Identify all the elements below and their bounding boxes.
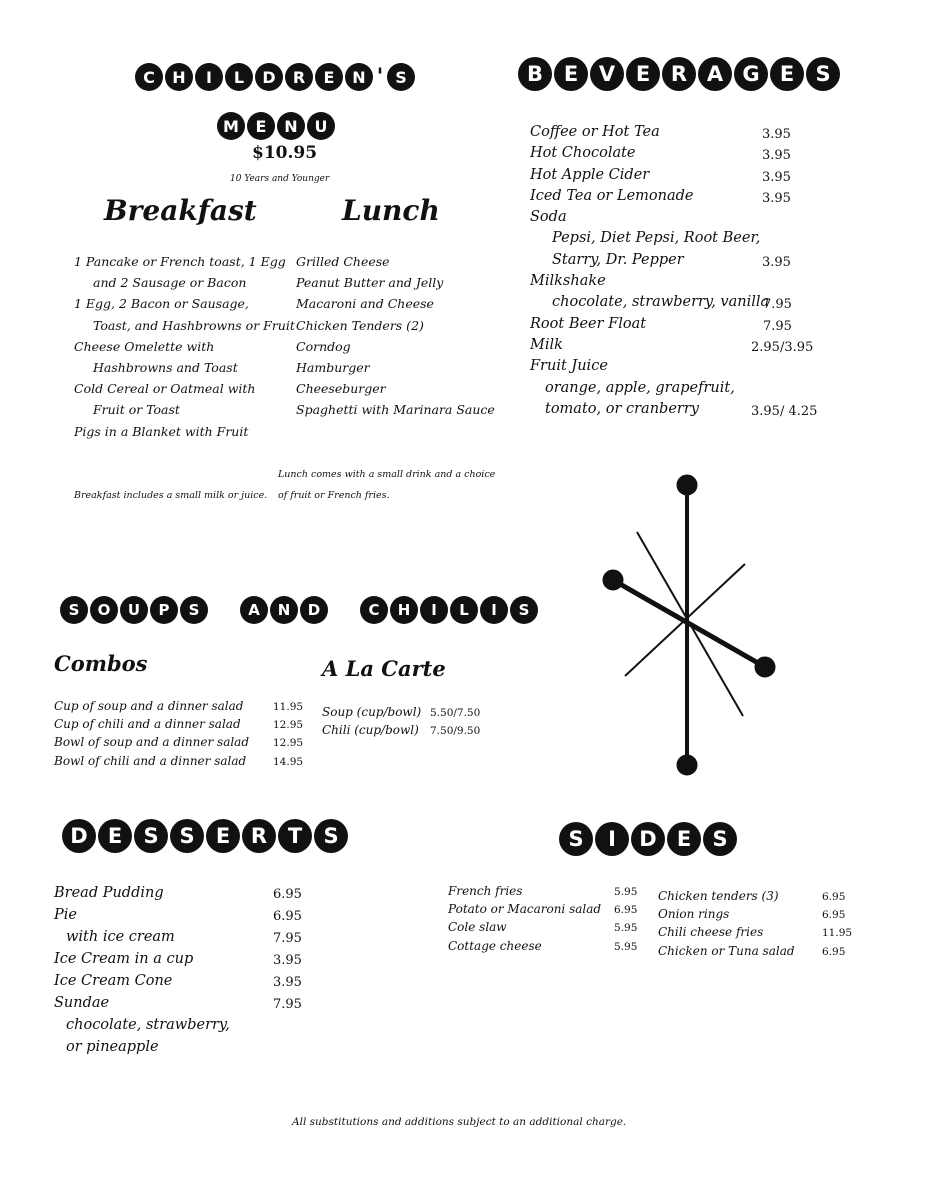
price-row [54,948,314,970]
item-price: 7.50/9.50 [430,725,481,738]
item-name: Sundae [54,995,110,1011]
heading-letter: U [307,112,335,140]
heading-letter: S [387,63,415,91]
item-name: Hot Chocolate [530,145,636,162]
price-row [658,923,858,941]
menu-item: Cheese Omelette with [74,338,215,354]
heading-letter: R [242,819,276,853]
price-row [448,937,648,955]
item-price: 6.95 [822,909,846,922]
price-row [54,904,314,926]
item-price: 3.95 [273,953,302,968]
heading-letter: S [60,596,88,624]
price-row [530,314,820,335]
heading-letter: I [420,596,448,624]
item-name: Ice Cream Cone [54,973,173,989]
menu-item: 1 Egg, 2 Bacon or Sausage, [74,296,249,312]
price-row [54,752,314,770]
heading-letter: E [770,57,804,91]
item-price: 5.50/7.50 [430,707,481,719]
price-row [658,942,858,960]
price-row [54,882,314,904]
price-row [530,378,820,399]
heading-letter: E [247,112,275,140]
heading-letter: H [165,63,193,91]
heading-letter: N [277,112,305,140]
price-row [448,882,648,900]
heading-letter: E [98,819,132,853]
item-name: Fruit Juice [530,358,608,375]
price-row [322,721,492,739]
price-row [54,1036,314,1058]
heading-letter [330,596,358,624]
item-price: 5.95 [614,886,638,898]
breakfast-note: Breakfast includes a small milk or juice. [74,490,268,501]
heading-letter: S [703,822,737,856]
sides-heading [559,822,737,856]
price-row [530,207,820,228]
item-name: Milkshake [530,273,606,290]
heading-letter: E [667,822,701,856]
item-name: chocolate, strawberry, [66,1017,230,1033]
menu-item: Macaroni and Cheese [296,296,434,312]
price-row [530,335,820,356]
item-name: Cup of soup and a dinner salad [54,699,244,713]
heading-letter: S [806,57,840,91]
item-name: chocolate, strawberry, vanilla [552,294,770,311]
price-row [530,292,820,313]
item-price: 3.95 [762,254,791,270]
heading-letter: S [180,596,208,624]
item-name: Potato or Macaroni salad [448,902,602,917]
combos-list [54,697,314,770]
heading-letter: O [90,596,118,624]
item-name: Chicken tenders (3) [658,889,779,903]
item-name: Cup of chili and a dinner salad [54,717,241,732]
heading-letter: L [450,596,478,624]
menu-item: Cold Cereal or Oatmeal with [74,381,256,397]
heading-letter: ' [376,64,384,90]
heading-letter: E [206,819,240,853]
heading-letter: M [217,112,245,140]
heading-letter: D [631,822,665,856]
item-name: with ice cream [66,929,175,945]
item-name: Soda [530,209,567,226]
heading-letter: B [518,57,552,91]
childrens-menu-heading [217,112,335,140]
menu-item: Corndog [296,338,351,354]
price-row [54,733,314,751]
item-price: 11.95 [822,927,853,940]
lunch-title: Lunch [342,194,440,227]
heading-letter: R [662,57,696,91]
heading-letter: A [240,596,268,624]
heading-letter: L [225,63,253,91]
item-price: 6.95 [273,887,302,902]
item-name: Bread Pudding [54,885,164,901]
heading-letter: V [590,57,624,91]
price-row [530,356,820,377]
lunch-note-line2: of fruit or French fries. [278,490,390,501]
menu-item: Hamburger [296,360,370,376]
item-price: 3.95 [273,975,302,990]
age-note: 10 Years and Younger [230,174,330,184]
heading-letter: C [135,63,163,91]
item-price: 6.95 [273,909,302,924]
item-name: Pie [54,907,77,923]
alacarte-title: A La Carte [322,656,446,681]
desserts-heading [62,819,348,853]
alacarte-list [322,703,492,739]
item-price: 6.95 [822,945,846,958]
menu-item: 1 Pancake or French toast, 1 Egg [74,254,286,269]
item-name: Coffee or Hot Tea [530,124,660,140]
item-name: Pepsi, Diet Pepsi, Root Beer, [552,230,761,247]
price-row [448,900,648,918]
price-row [530,165,820,186]
footer-note: All substitutions and additions subject to an additional charge. [292,1116,627,1128]
menu-item: Peanut Butter and Jelly [296,275,444,291]
heading-letter: I [480,596,508,624]
heading-letter: H [390,596,418,624]
item-price: 2.95/3.95 [751,339,814,355]
beverages-list [530,122,820,420]
menu-item: Hashbrowns and Toast [93,360,238,376]
soups-heading [60,596,538,624]
item-name: Chili cheese fries [658,925,764,940]
item-name: Soup (cup/bowl) [322,705,422,719]
price-row [530,271,820,292]
price-row [530,250,820,271]
heading-letter: N [270,596,298,624]
price-row [530,399,820,420]
sides-col2 [658,887,858,960]
sides-col1 [448,882,648,955]
heading-letter: G [734,57,768,91]
item-price: 6.95 [822,891,846,903]
heading-letter: E [626,57,660,91]
item-name: French fries [448,884,523,898]
childrens-heading [135,63,415,91]
price-row [322,703,492,721]
breakfast-list [74,251,295,442]
heading-letter: D [255,63,283,91]
combos-title: Combos [54,651,148,676]
item-price: 3.95 [762,127,791,142]
item-price: 12.95 [273,719,304,732]
item-price: 3.95 [762,148,791,164]
menu-item: Toast, and Hashbrowns or Fruit [93,317,295,333]
item-price: 7.95 [763,318,792,334]
heading-letter: E [554,57,588,91]
item-name: Milk [530,336,563,353]
price-row [448,918,648,936]
price-row [54,992,314,1014]
item-price: 3.95 [762,190,791,206]
item-price: 3.95/ 4.25 [751,403,818,419]
item-name: Cole slaw [448,920,507,935]
item-name: Chili (cup/bowl) [322,723,419,738]
heading-letter: A [698,57,732,91]
heading-letter: D [300,596,328,624]
item-name: tomato, or cranberry [545,400,699,417]
menu-item: and 2 Sausage or Bacon [93,275,247,291]
price-row [54,1014,314,1036]
heading-letter: S [559,822,593,856]
heading-letter: D [62,819,96,853]
childrens-price: $10.95 [252,143,318,163]
menu-item: Cheeseburger [296,381,386,397]
item-price: 7.95 [763,297,792,313]
price-row [530,122,820,143]
menu-item: Spaghetti with Marinara Sauce [296,402,495,418]
price-row [530,186,820,207]
heading-letter: I [595,822,629,856]
item-name: Cottage cheese [448,938,542,953]
heading-letter: U [120,596,148,624]
lunch-note-line1: Lunch comes with a small drink and a choice [278,469,496,480]
item-price: 7.95 [273,997,302,1012]
menu-item: Chicken Tenders (2) [296,317,424,333]
menu-item: Fruit or Toast [93,402,180,418]
heading-letter: C [360,596,388,624]
item-name: Iced Tea or Lemonade [530,187,694,204]
heading-letter: S [134,819,168,853]
heading-letter: R [285,63,313,91]
item-name: Bowl of soup and a dinner salad [54,735,250,750]
heading-letter: S [510,596,538,624]
item-name: Root Beer Float [530,315,647,332]
item-price: 5.95 [614,922,638,935]
item-price: 14.95 [273,755,304,768]
item-name: Ice Cream in a cup [54,951,194,967]
price-row [658,905,858,923]
heading-letter: E [315,63,343,91]
price-row [54,970,314,992]
lunch-list [296,251,495,421]
price-row [658,887,858,905]
price-row [54,697,314,715]
price-row [530,143,820,164]
heading-letter: N [345,63,373,91]
heading-letter: T [278,819,312,853]
item-price: 6.95 [614,904,638,917]
atomic-starburst-icon [595,468,785,778]
item-name: Bowl of chili and a dinner salad [54,753,247,768]
item-name: Onion rings [658,907,730,922]
heading-letter: S [170,819,204,853]
menu-item: Pigs in a Blanket with Fruit [74,423,249,439]
item-price: 5.95 [614,940,638,953]
price-row [54,715,314,733]
heading-letter: S [314,819,348,853]
item-name: Chicken or Tuna salad [658,943,795,958]
item-name: orange, apple, grapefruit, [545,379,735,396]
price-row [530,228,820,249]
item-price: 11.95 [273,701,304,713]
beverages-heading [518,57,840,91]
desserts-list [54,882,314,1058]
heading-letter [210,596,238,624]
menu-item: Grilled Cheese [296,254,390,269]
price-row [54,926,314,948]
item-price: 7.95 [273,931,302,946]
item-name: Hot Apple Cider [530,166,650,183]
heading-letter: P [150,596,178,624]
item-name: Starry, Dr. Pepper [552,251,684,268]
breakfast-title: Breakfast [104,194,257,227]
item-price: 12.95 [273,737,304,750]
heading-letter: I [195,63,223,91]
item-name: or pineapple [66,1039,159,1055]
item-price: 3.95 [762,169,791,185]
